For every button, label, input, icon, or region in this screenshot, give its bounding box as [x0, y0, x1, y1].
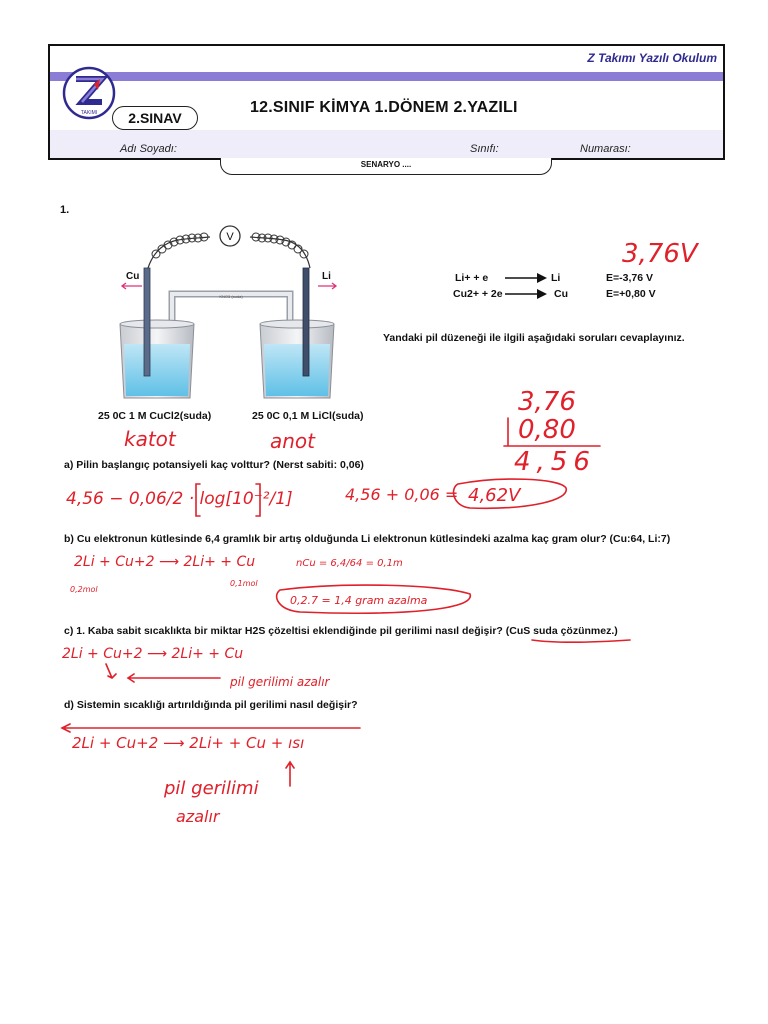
right-solution-label: 25 0C 0,1 M LiCl(suda)	[252, 410, 364, 422]
salt-bridge-label: KNO3 (suda)	[219, 294, 243, 299]
question-number: 1.	[60, 204, 70, 216]
half-reaction-cu-product: Cu	[554, 288, 568, 300]
left-solution-label: 25 0C 1 M CuCl2(suda)	[98, 410, 212, 422]
hw-d-left-arrow-icon	[62, 724, 360, 732]
hw-sum-result: 4,56	[514, 447, 596, 477]
brand-name: Z Takımı Yazılı Okulum	[587, 51, 717, 65]
logo-text: TAKIMI	[80, 110, 98, 116]
hw-b-ncu: nCu = 6,4/64 = 0,1m	[296, 558, 403, 569]
class-label: Sınıfı:	[470, 143, 499, 155]
scenario-tab: SENARYO ....	[220, 158, 552, 175]
hw-top-note: 3,76V	[622, 239, 698, 269]
hw-d-answer-line1: pil gerilimi	[164, 778, 259, 799]
hw-d-up-arrow-icon	[286, 762, 294, 786]
exam-title: 12.SINIF KİMYA 1.DÖNEM 2.YAZILI	[250, 99, 518, 116]
hw-b-mol-li: 0,2mol	[70, 585, 98, 594]
right-electrode-label: Li	[322, 271, 331, 282]
hw-b-reaction: 2Li + Cu+2 ⟶ 2Li+ + Cu	[74, 554, 256, 570]
hw-anode: anot	[270, 429, 316, 453]
half-reaction-li-reactants: Li+ + e	[455, 272, 489, 284]
exam-number-badge: 2.SINAV	[112, 106, 198, 130]
hw-sum-mid: 0,80	[518, 415, 576, 445]
half-reaction-li-product: Li	[551, 272, 561, 284]
hw-b-answer: 0,2.7 = 1,4 gram azalma	[290, 594, 428, 607]
hw-d-reaction: 2Li + Cu+2 ⟶ 2Li+ + Cu + ısı	[72, 734, 305, 752]
hw-a-calculation: 4,56 − 0,06/2 · log[10⁻²/1]	[66, 489, 293, 509]
hw-c-reaction: 2Li + Cu+2 ⟶ 2Li+ + Cu	[62, 646, 244, 662]
hw-c-left-arrow-icon	[128, 674, 220, 682]
number-label: Numarası:	[580, 143, 631, 155]
question-part-b: b) Cu elektronun kütlesinde 6,4 gramlık bir artış olduğunda Li elektronun kütlesindeki azalma kaç gram olur? (Cu:64, Li:7)	[64, 533, 671, 545]
hw-sum-top: 3,76	[518, 387, 576, 417]
hw-cathode: katot	[124, 427, 176, 451]
half-reaction-cu-reactants: Cu2+ + 2e	[453, 288, 503, 300]
half-reaction-li-potential: E=-3,76 V	[606, 272, 653, 284]
question-instruction: Yandaki pil düzeneği ile ilgili aşağıdaki soruları cevaplayınız.	[383, 332, 685, 344]
hw-c-underline	[532, 640, 630, 642]
hw-a-sum: 4,56 + 0,06 =	[345, 485, 459, 504]
question-part-d: d) Sistemin sıcaklığı artırıldığında pil gerilimi nasıl değişir?	[64, 699, 358, 711]
hw-a-answer: 4,62V	[468, 485, 521, 506]
half-reaction-cu-potential: E=+0,80 V	[606, 288, 656, 300]
hw-b-mol-cu: 0,1mol	[230, 579, 258, 588]
voltmeter-label: V	[226, 231, 234, 243]
question-part-c: c) 1. Kaba sabit sıcaklıkta bir miktar H2S çözeltisi eklendiğinde pil gerilimi nasıl değişir? (CuS suda çözünmez.)	[64, 625, 618, 637]
hw-c-answer: pil gerilimi azalır	[230, 675, 330, 689]
name-label: Adı Soyadı:	[120, 143, 177, 155]
hw-d-answer-line2: azalır	[176, 807, 220, 826]
left-electrode-label: Cu	[126, 271, 140, 282]
hw-c-down-arrow-icon	[106, 664, 116, 678]
question-part-a: a) Pilin başlangıç potansiyeli kaç volttur? (Nerst sabiti: 0,06)	[64, 459, 364, 471]
